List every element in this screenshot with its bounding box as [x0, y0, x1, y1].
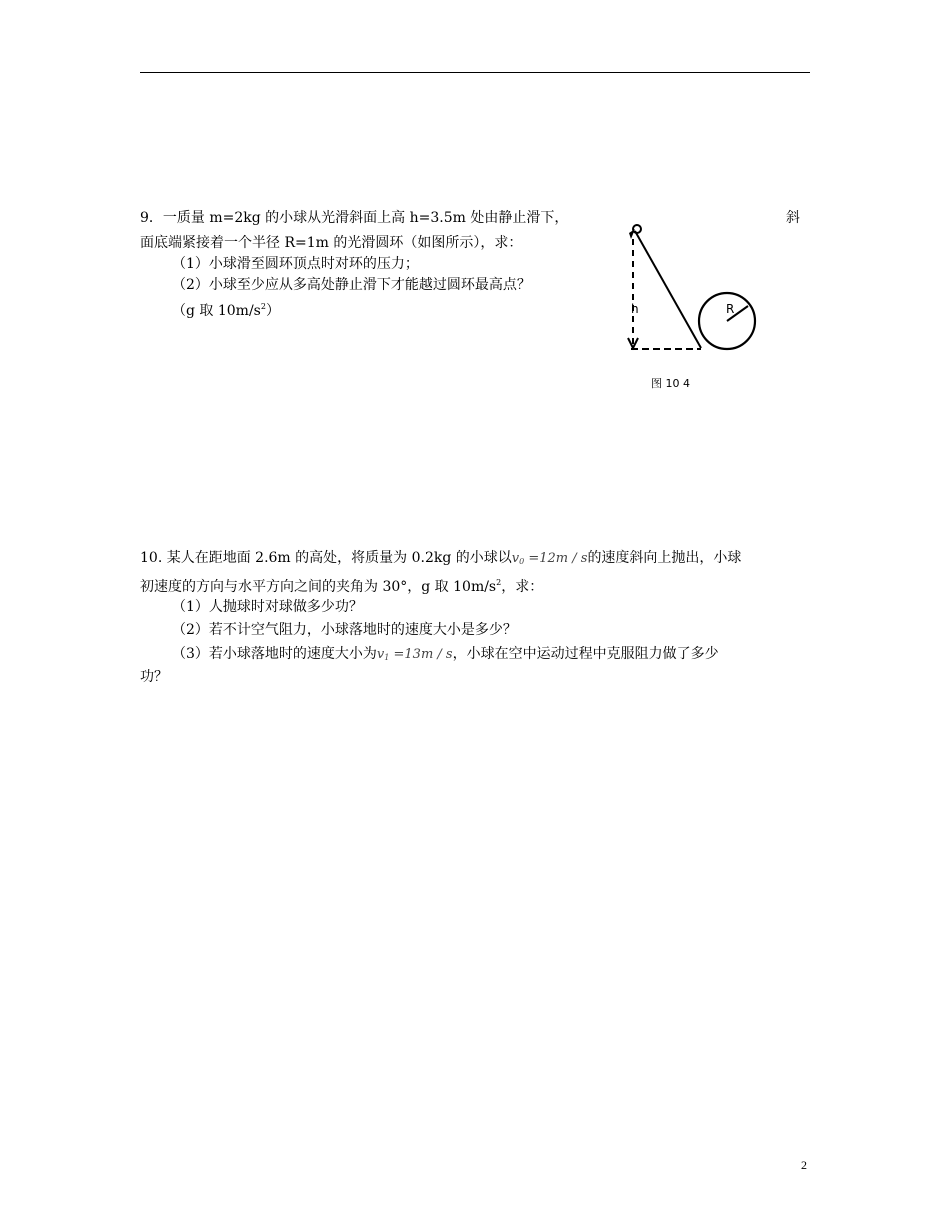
q9-line-1: 9．一质量 m=2kg 的小球从光滑斜面上高 h=3.5m 处由静止滑下，	[140, 210, 569, 226]
q10-part-2: （2）若不计空气阻力，小球落地时的速度大小是多少？	[172, 622, 517, 638]
q10-part-3-tail: 功？	[140, 669, 168, 685]
q9-line-2: 面底端紧接着一个半径 R=1m 的光滑圆环（如图所示），求：	[140, 235, 523, 251]
ball-top	[633, 225, 641, 233]
label-h: h	[631, 302, 639, 316]
q10-line-1: 10. 某人在距地面 2.6m 的高处，将质量为 0.2kg 的小球以$v_0 =12m / s$的速度斜向上抛出，小球	[140, 550, 742, 566]
header-rule	[140, 72, 810, 73]
figure-caption: 图 10 4	[651, 377, 690, 390]
q9-note: （g 取 $10m/s^2$）	[172, 302, 280, 319]
incline-loop-figure	[615, 215, 775, 395]
q10-part-3: （3）若小球落地时的速度大小为$v_1 =13m / s$，小球在空中运动过程中克服阻力做了多少	[172, 646, 719, 662]
q10-part-1: （1）人抛球时对球做多少功？	[172, 599, 363, 615]
q9-part-2: （2）小球至少应从多高处静止滑下才能越过圆环最高点？	[172, 277, 531, 293]
label-R: R	[726, 302, 735, 316]
q9-line-1-tail: 斜	[786, 210, 800, 226]
page-number: 2	[801, 1158, 807, 1172]
q9-part-1: （1）小球滑至圆环顶点时对环的压力；	[172, 256, 419, 272]
incline-line	[635, 231, 701, 348]
q10-line-2: 初速度的方向与水平方向之间的夹角为 30°，g 取 $10m/s^2$，求：	[140, 578, 544, 595]
